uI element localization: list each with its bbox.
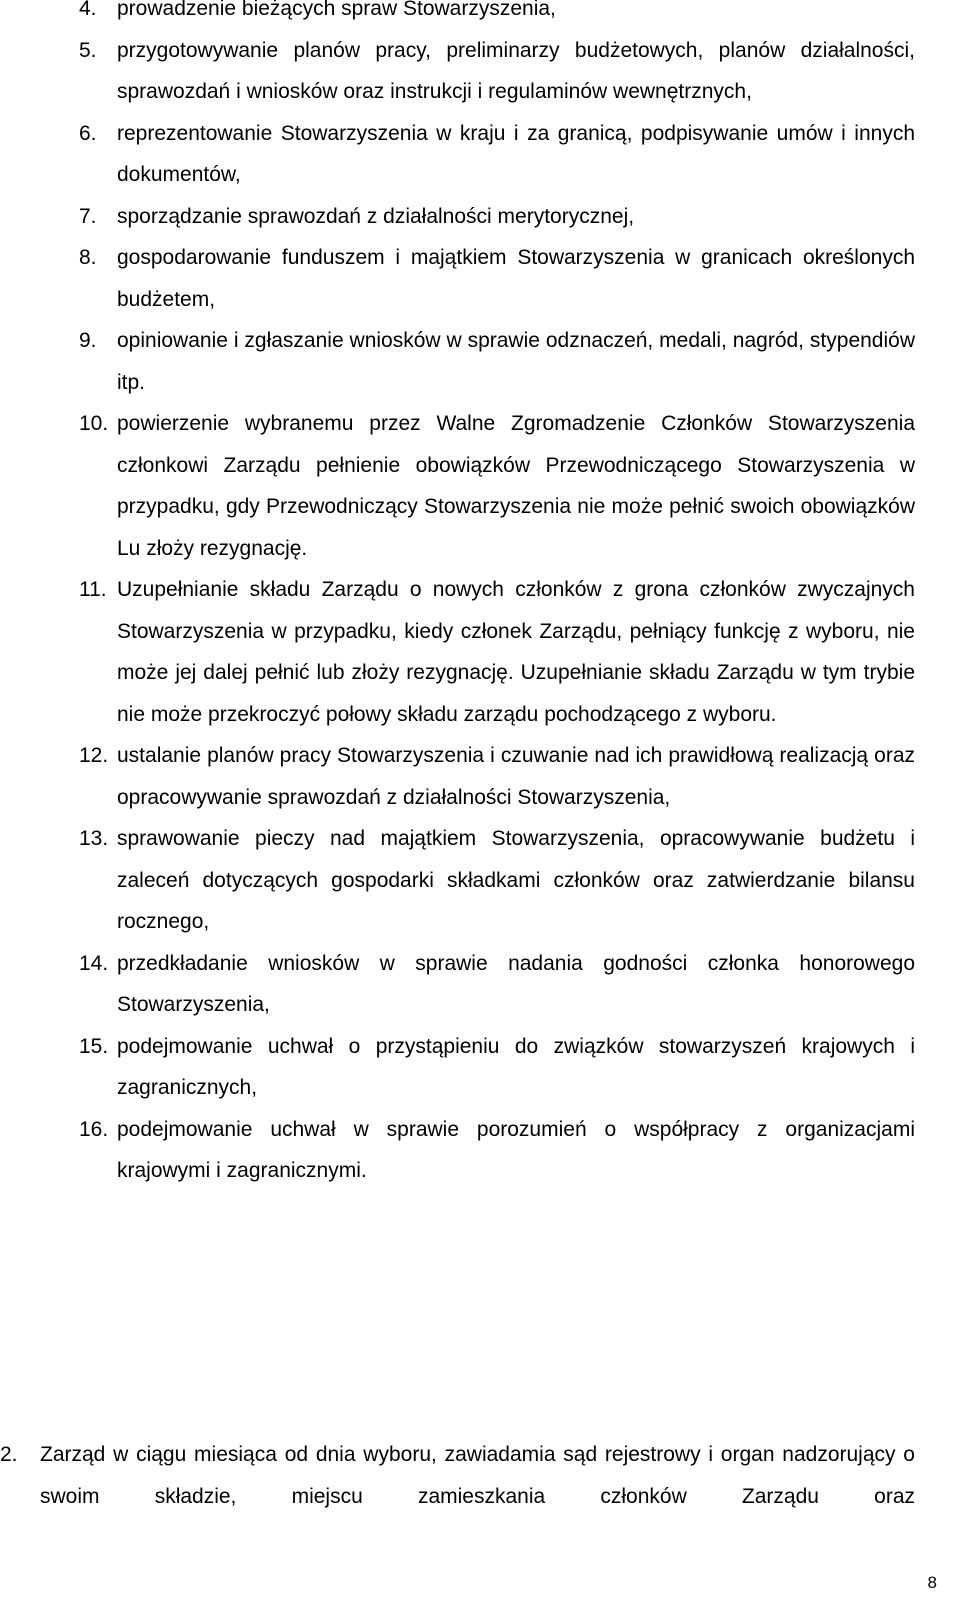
- list-item-text: przedkładanie wniosków w sprawie nadania godności członka honorowego Stowarzyszenia,: [117, 951, 915, 1016]
- list-item-text: prowadzenie bieżących spraw Stowarzyszenia,: [117, 0, 556, 20]
- list-item: [79, 196, 915, 238]
- list-item-number: 13.: [79, 827, 109, 850]
- list-item-number: 16.: [79, 1117, 109, 1141]
- list-item-text: sporządzanie sprawozdań z działalności merytorycznej,: [117, 204, 635, 228]
- list-item-number: 5.: [79, 38, 97, 62]
- list-item-text: podejmowanie uchwał o przystąpieniu do związków stowarzyszeń krajowych i zagranicznych,: [117, 1034, 915, 1099]
- list-item: [79, 237, 915, 320]
- page-number: 8: [927, 1573, 937, 1592]
- list-item: [79, 113, 915, 196]
- list-item-number: 8.: [79, 246, 97, 269]
- list-item-number: 14.: [79, 951, 109, 975]
- list-item: [79, 1026, 915, 1109]
- list-item: [79, 818, 915, 943]
- list-item-text: gospodarowanie funduszem i majątkiem Stowarzyszenia w granicach określonych budżetem,: [117, 246, 915, 311]
- list-item: [79, 30, 915, 113]
- list-item-number: 6.: [79, 121, 97, 145]
- list-item-text: Uzupełnianie składu Zarządu o nowych członków z grona członków zwyczajnych Stowarzyszenia w przypadku, kiedy członek Zarządu, pełniący funkcję z wyboru, nie może jej dalej pełnić lub złoży rezygnację. Uzupełnianie składu Zarządu w tym trybie nie może przekroczyć połowy składu zarządu pochodzącego z wyboru.: [117, 578, 915, 726]
- list-item-number: 7.: [79, 204, 97, 228]
- list-item-text: powierzenie wybranemu przez Walne Zgromadzenie Członków Stowarzyszenia członkowi Zarządu pełnienie obowiązków Przewodniczącego Stowarzyszenia w przypadku, gdy Przewodniczący Stowarzyszenia nie może pełnić swoich obowiązków Lu złoży rezygnację.: [117, 412, 915, 560]
- list-item-number: 9.: [79, 329, 97, 352]
- list-item-text: podejmowanie uchwał w sprawie porozumień o współpracy z organizacjami krajowymi i zagranicznymi.: [117, 1117, 915, 1182]
- list-item-number: 15.: [79, 1034, 109, 1058]
- list-item: [79, 0, 915, 30]
- list-item-number: 12.: [79, 744, 109, 767]
- list-item-text: ustalanie planów pracy Stowarzyszenia i czuwanie nad ich prawidłową realizacją oraz opracowywanie sprawozdań z działalności Stowarzyszenia,: [117, 744, 915, 809]
- list-item-number: 11.: [79, 578, 107, 601]
- list-item-text: sprawowanie pieczy nad majątkiem Stowarzyszenia, opracowywanie budżetu i zaleceń dotyczących gospodarki składkami członków oraz zatwierdzanie bilansu rocznego,: [117, 827, 915, 933]
- list-item: [79, 1109, 915, 1192]
- list-item: [79, 943, 915, 1026]
- list-item: [79, 403, 915, 569]
- list-item-text: opiniowanie i zgłaszanie wniosków w sprawie odznaczeń, medali, nagród, stypendiów itp.: [117, 329, 915, 394]
- list-item: [79, 320, 915, 403]
- duties-list: [79, 0, 915, 1192]
- list-item: [79, 735, 915, 818]
- list-item-text: reprezentowanie Stowarzyszenia w kraju i za granicą, podpisywanie umów i innych dokumentów,: [117, 121, 915, 186]
- section-text: Zarząd w ciągu miesiąca od dnia wyboru, zawiadamia sąd rejestrowy i organ nadzorujący o swoim składzie, miejscu zamieszkania członków Zarządu oraz: [40, 1443, 915, 1508]
- list-item-number: 10.: [79, 412, 109, 435]
- section-number: 2.: [0, 1443, 18, 1466]
- list-item-text: przygotowywanie planów pracy, preliminarzy budżetowych, planów działalności, sprawozdań i wniosków oraz instrukcji i regulaminów wewnętrznych,: [117, 38, 915, 103]
- list-item: [79, 569, 915, 735]
- list-item-number: 4.: [79, 0, 97, 20]
